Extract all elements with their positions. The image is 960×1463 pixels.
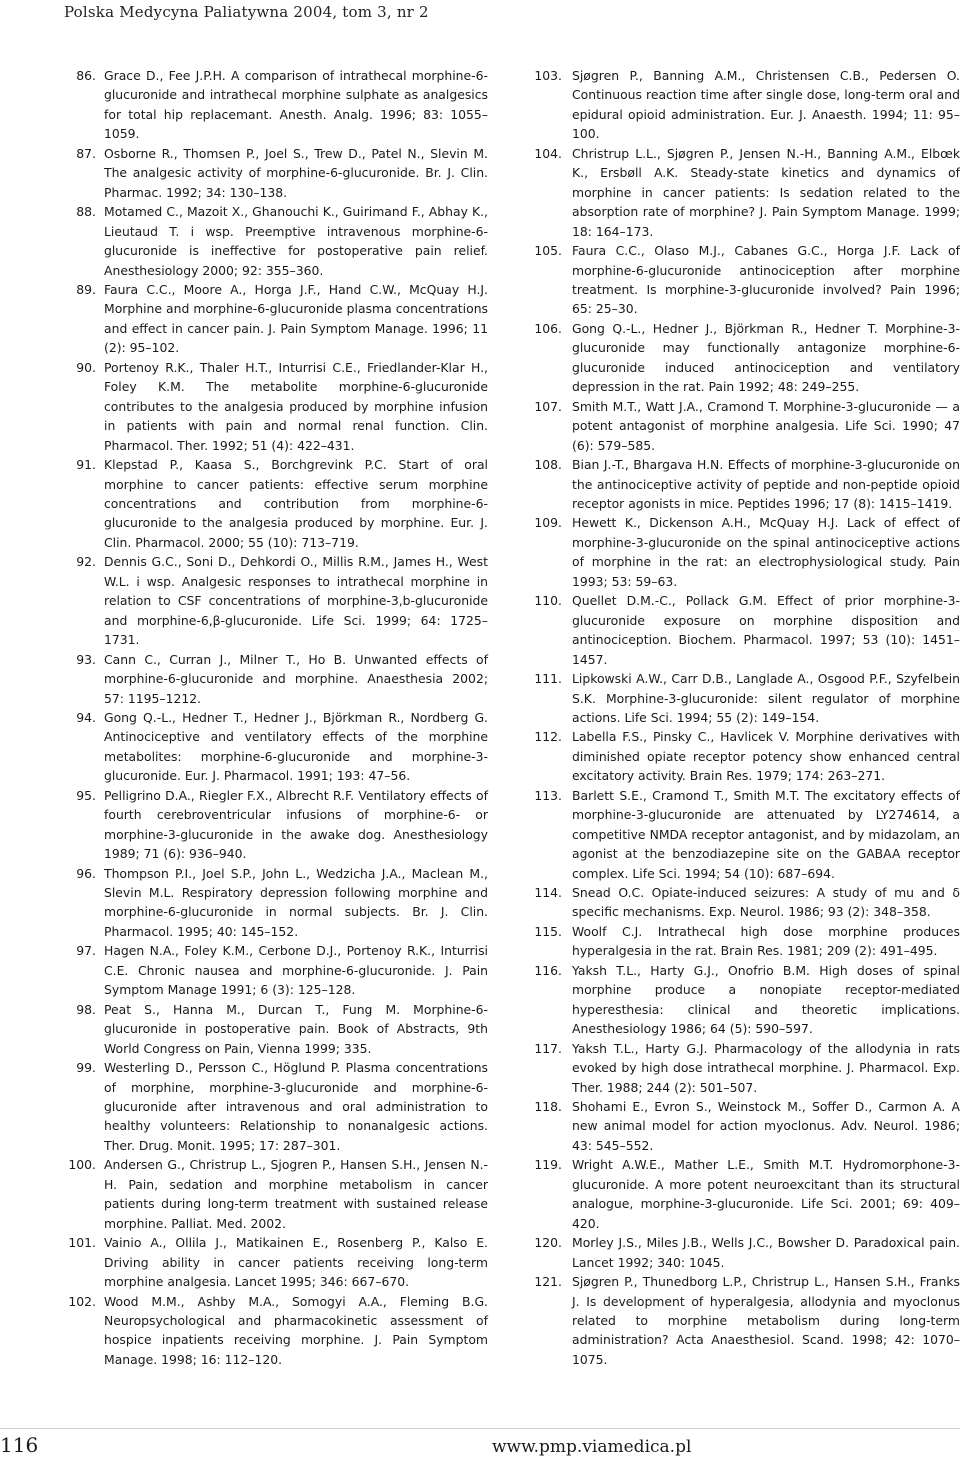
- reference-text: Faura C.C., Olaso M.J., Cabanes G.C., Horga J.F. Lack of morphine-6-glucuronide antinociception after morphine treatment. Is morphine-3-glucuronide involved? Pain 1996; 65: 25–30.: [572, 243, 960, 317]
- reference-text: Cann C., Curran J., Milner T., Ho B. Unwanted effects of morphine-6-glucuronide and morphine. Anaesthesia 2002; 57: 1195–1212.: [104, 651, 488, 706]
- reference-number: 98.: [76, 1001, 96, 1017]
- reference-item: [62, 1155, 488, 1233]
- reference-text: Motamed C., Mazoit X., Ghanouchi K., Guirimand F., Abhay K., Lieutaud T. i wsp. Preemptive intravenous morphine-6-glucuronide is ineffective for postoperative pain relief. Anesthesiology 2000; 92: 355–360.: [104, 204, 488, 278]
- reference-item: [532, 1155, 960, 1233]
- reference-number: 109.: [534, 515, 562, 531]
- reference-number: 104.: [534, 145, 562, 161]
- reference-text: Shohami E., Evron S., Weinstock M., Soffer D., Carmon A. A new animal model for action myoclonus. Adv. Neurol. 1986; 43: 545–552.: [572, 1099, 960, 1153]
- reference-text: Hewett K., Dickenson A.H., McQuay H.J. Lack of effect of morphine-3-glucuronide on the spinal antinociceptive actions of morphine in the rat: an electrophysiological study. Pain 1993; 53: 59–63.: [572, 515, 960, 589]
- references-left-column: [62, 66, 488, 1369]
- reference-text: Wright A.W.E., Mather L.E., Smith M.T. Hydromorphone-3-glucuronide. A more potent neuroexcitant than its structural analogue, morphine-3-glucuronide. Life Sci. 2001; 69: 409–420.: [572, 1157, 960, 1231]
- reference-item: [532, 922, 960, 961]
- reference-number: 102.: [68, 1293, 96, 1309]
- reference-text: Hagen N.A., Foley K.M., Cerbone D.J., Portenoy R.K., Inturrisi C.E. Chronic nausea and morphine-6-glucuronide. J. Pain Symptom Manage 1991; 6 (3): 125–128.: [104, 943, 488, 998]
- reference-text: Westerling D., Persson C., Höglund P. Plasma concentrations of morphine, morphine-3-glucuronide and morphine-6-glucuronide after intravenous and oral administration to healthy volunteers: Relationship to nonanalgesic actions. Ther. Drug. Monit. 1995; 17: 287–301.: [104, 1060, 488, 1153]
- reference-item: [532, 1039, 960, 1097]
- reference-text: Morley J.S., Miles J.B., Wells J.C., Bowsher D. Paradoxical pain. Lancet 1992; 340: 1045.: [572, 1235, 960, 1270]
- reference-item: [62, 358, 488, 455]
- reference-item: [62, 552, 488, 649]
- reference-item: [532, 727, 960, 785]
- reference-number: 113.: [534, 787, 562, 803]
- reference-number: 121.: [534, 1274, 562, 1290]
- reference-number: 97.: [76, 943, 96, 959]
- reference-number: 89.: [76, 281, 96, 297]
- reference-item: [532, 1097, 960, 1155]
- reference-text: Smith M.T., Watt J.A., Cramond T. Morphine-3-glucuronide — a potent antagonist of morphine analgesia. Life Sci. 1990; 47 (6): 579–585.: [572, 398, 960, 453]
- reference-number: 106.: [534, 320, 562, 336]
- reference-number: 115.: [534, 923, 562, 939]
- reference-number: 117.: [534, 1040, 562, 1056]
- running-header: Polska Medycyna Paliatywna 2004, tom 3, nr 2: [64, 3, 429, 21]
- reference-item: [532, 66, 960, 144]
- reference-number: 86.: [76, 68, 96, 83]
- reference-number: 94.: [76, 709, 96, 725]
- reference-number: 87.: [76, 145, 96, 161]
- reference-item: [532, 591, 960, 669]
- reference-item: [62, 1292, 488, 1370]
- reference-item: [532, 397, 960, 455]
- reference-text: Yaksh T.L., Harty G.J. Pharmacology of the allodynia in rats evoked by high dose intrathecal morphine. J. Pharmacol. Exp. Ther. 1988; 244 (2): 501–507.: [572, 1040, 960, 1095]
- reference-item: [62, 708, 488, 786]
- reference-text: Lipkowski A.W., Carr D.B., Langlade A., Osgood P.F., Szyfelbein S.K. Morphine-3-glucuronide: silent regulator of morphine actions. Life Sci. 1994; 55 (2): 149–154.: [572, 671, 960, 725]
- reference-text: Woolf C.J. Intrathecal high dose morphine produces hyperalgesia in the rat. Brain Res. 1981; 209 (2): 491–495.: [572, 923, 960, 959]
- reference-item: [532, 669, 960, 727]
- reference-item: [532, 513, 960, 591]
- references-right-column: [532, 66, 960, 1369]
- reference-text: Andersen G., Christrup L., Sjogren P., Hansen S.H., Jensen N.-H. Pain, sedation and morphine metabolism in cancer patients during long-term treatment with sustained release morphine. Palliat. Med. 2002.: [104, 1157, 488, 1231]
- reference-number: 88.: [76, 204, 96, 220]
- reference-text: Barlett S.E., Cramond T., Smith M.T. The excitatory effects of morphine-3-glucuronide are attenuated by LY274614, a competitive NMDA receptor antagonist, and by midazolam, an agonist at the benzodiazepine site on the GABAA receptor complex. Life Sci. 1994; 54 (10): 687–694.: [572, 787, 960, 881]
- reference-item: [532, 455, 960, 513]
- reference-text: Dennis G.C., Soni D., Dehkordi O., Millis R.M., James H., West W.L. i wsp. Analgesic responses to intrathecal morphine in relation to CSF concentrations of morphine-3,b-glucuronide and morphine-6,β-glucuronide. Life Sci. 1999; 64: 1725–1731.: [104, 554, 488, 648]
- reference-item: [62, 650, 488, 708]
- reference-number: 90.: [76, 359, 96, 375]
- reference-text: Sjøgren P., Thunedborg L.P., Christrup L., Hansen S.H., Franks J. Is development of hyperalgesia, allodynia and myoclonus related to morphine metabolism during long-term administration? Acta Anaesthesiol. Scand. 1998; 42: 1070–1075.: [572, 1274, 960, 1367]
- reference-text: Labella F.S., Pinsky C., Havlicek V. Morphine derivatives with diminished opiate receptor potency show enhanced central excitatory activity. Brain Res. 1979; 174: 263–271.: [572, 729, 960, 784]
- reference-number: 118.: [534, 1099, 562, 1115]
- reference-item: [62, 864, 488, 942]
- reference-text: Snead O.C. Opiate-induced seizures: A study of mu and δ specific mechanisms. Exp. Neurol. 1986; 93 (2): 348–358.: [572, 885, 960, 920]
- reference-number: 93.: [76, 651, 96, 667]
- reference-text: Gong Q.-L., Hedner T., Hedner J., Björkman R., Nordberg G. Antinociceptive and ventilatory effects of the morphine metabolites: morphine-6-glucuronide and morphine-3-glucuronide. Eur. J. Pharmacol. 1991; 193: 47–56.: [104, 709, 488, 784]
- reference-text: Faura C.C., Moore A., Horga J.F., Hand C.W., McQuay H.J. Morphine and morphine-6-glucuronide plasma concentrations and effect in cancer pain. J. Pain Symptom Manage. 1996; 11 (2): 95–102.: [104, 281, 488, 356]
- reference-item: [62, 941, 488, 999]
- reference-item: [532, 1272, 960, 1369]
- reference-number: 120.: [534, 1235, 562, 1251]
- reference-text: Thompson P.I., Joel S.P., John L., Wedzicha J.A., Maclean M., Slevin M.L. Respiratory depression following morphine and morphine-6-glucuronide in normal subjects. Br. J. Clin. Pharmacol. 1995; 40: 145–152.: [104, 865, 488, 939]
- reference-number: 100.: [68, 1157, 96, 1173]
- reference-text: Klepstad P., Kaasa S., Borchgrevink P.C. Start of oral morphine to cancer patients: effective serum morphine concentrations and contribution from morphine-6-glucuronide to the analgesia produced by morphine. Eur. J. Clin. Pharmacol. 2000; 55 (10): 713–719.: [104, 457, 488, 550]
- reference-text: Christrup L.L., Sjøgren P., Jensen N.-H., Banning A.M., Elbœk K., Ersbøll A.K. Steady-state kinetics and dynamics of morphine in cancer patients: Is sedation related to the absorption rate of morphine? J. Pain Symptom Manage. 1999; 18: 164–173.: [572, 145, 960, 239]
- reference-number: 114.: [534, 885, 562, 901]
- reference-item: [532, 883, 960, 922]
- reference-number: 110.: [534, 593, 562, 609]
- reference-number: 112.: [534, 729, 562, 745]
- reference-number: 92.: [76, 554, 96, 570]
- reference-text: Portenoy R.K., Thaler H.T., Inturrisi C.E., Friedlander-Klar H., Foley K.M. The metabolite morphine-6-glucuronide contributes to the analgesia produced by morphine infusion in patients with pain and normal renal function. Clin. Pharmacol. Ther. 1992; 51 (4): 422–431.: [104, 359, 488, 453]
- reference-text: Bian J.-T., Bhargava H.N. Effects of morphine-3-glucuronide on the antinociceptive activity of peptide and non-peptide opioid receptor agonists in mice. Peptides 1996; 17 (8): 1415–1419.: [572, 457, 960, 511]
- reference-text: Pelligrino D.A., Riegler F.X., Albrecht R.F. Ventilatory effects of fourth cerebroventricular infusions of morphine-6- or morphine-3-glucuronide in the awake dog. Anesthesiology 1989; 71 (6): 936–940.: [104, 787, 488, 862]
- reference-item: [532, 144, 960, 241]
- reference-number: 95.: [76, 787, 96, 803]
- reference-text: Vainio A., Ollila J., Matikainen E., Rosenberg P., Kalso E. Driving ability in cancer patients receiving long-term morphine analgesia. Lancet 1995; 346: 667–670.: [104, 1235, 488, 1290]
- reference-item: [532, 241, 960, 319]
- reference-number: 99.: [76, 1060, 96, 1076]
- reference-item: [62, 786, 488, 864]
- footer-url: www.pmp.viamedica.pl: [492, 1437, 692, 1457]
- reference-item: [532, 961, 960, 1039]
- reference-number: 111.: [534, 671, 562, 687]
- reference-item: [532, 786, 960, 883]
- reference-item: [62, 280, 488, 358]
- reference-text: Grace D., Fee J.P.H. A comparison of intrathecal morphine-6-glucuronide and intrathecal morphine sulphate as analgesics for total hip replacemant. Anesth. Analg. 1996; 83: 1055–1059.: [104, 68, 488, 142]
- reference-item: [62, 455, 488, 552]
- reference-item: [62, 66, 488, 144]
- reference-text: Wood M.M., Ashby M.A., Somogyi A.A., Fleming B.G. Neuropsychological and pharmacokinetic assessment of hospice inpatients receiving morphine. J. Pain Symptom Manage. 1998; 16: 112–120.: [104, 1293, 488, 1367]
- reference-item: [62, 1233, 488, 1291]
- page-number: 116: [0, 1433, 39, 1457]
- reference-item: [62, 1058, 488, 1155]
- reference-number: 91.: [76, 457, 96, 473]
- reference-number: 105.: [534, 243, 562, 259]
- reference-item: [532, 319, 960, 397]
- reference-number: 96.: [76, 865, 96, 881]
- reference-text: Gong Q.-L., Hedner J., Björkman R., Hedner T. Morphine-3-glucuronide may functionally antagonize morphine-6-glucuronide induced antinociception and ventilatory depression in the rat. Pain 1992; 48: 249–255.: [572, 320, 960, 395]
- footer-divider: [0, 1428, 960, 1429]
- reference-item: [62, 202, 488, 280]
- reference-item: [62, 144, 488, 202]
- reference-item: [62, 1000, 488, 1058]
- reference-text: Peat S., Hanna M., Durcan T., Fung M. Morphine-6-glucuronide in postoperative pain. Book of Abstracts, 9th World Congress on Pain, Vienna 1999; 335.: [104, 1001, 488, 1056]
- reference-number: 101.: [68, 1235, 96, 1251]
- reference-number: 119.: [534, 1157, 562, 1173]
- reference-text: Osborne R., Thomsen P., Joel S., Trew D., Patel N., Slevin M. The analgesic activity of morphine-6-glucuronide. Br. J. Clin. Pharmac. 1992; 34: 130–138.: [104, 145, 488, 200]
- reference-text: Sjøgren P., Banning A.M., Christensen C.B., Pedersen O. Continuous reaction time after single dose, long-term oral and epidural opioid administration. Eur. J. Anaesth. 1994; 11: 95–100.: [572, 68, 960, 142]
- reference-number: 116.: [534, 962, 562, 978]
- reference-text: Quellet D.M.-C., Pollack G.M. Effect of prior morphine-3-glucuronide exposure on morphine disposition and antinociception. Biochem. Pharmacol. 1997; 53 (10): 1451–1457.: [572, 593, 960, 667]
- reference-number: 103.: [534, 68, 562, 83]
- reference-text: Yaksh T.L., Harty G.J., Onofrio B.M. High doses of spinal morphine produce a nonopiate receptor-mediated hyperesthesia: clinical and theoretic implications. Anesthesiology 1986; 64 (5): 590–597.: [572, 962, 960, 1037]
- reference-number: 108.: [534, 457, 562, 473]
- reference-item: [532, 1233, 960, 1272]
- reference-number: 107.: [534, 398, 562, 414]
